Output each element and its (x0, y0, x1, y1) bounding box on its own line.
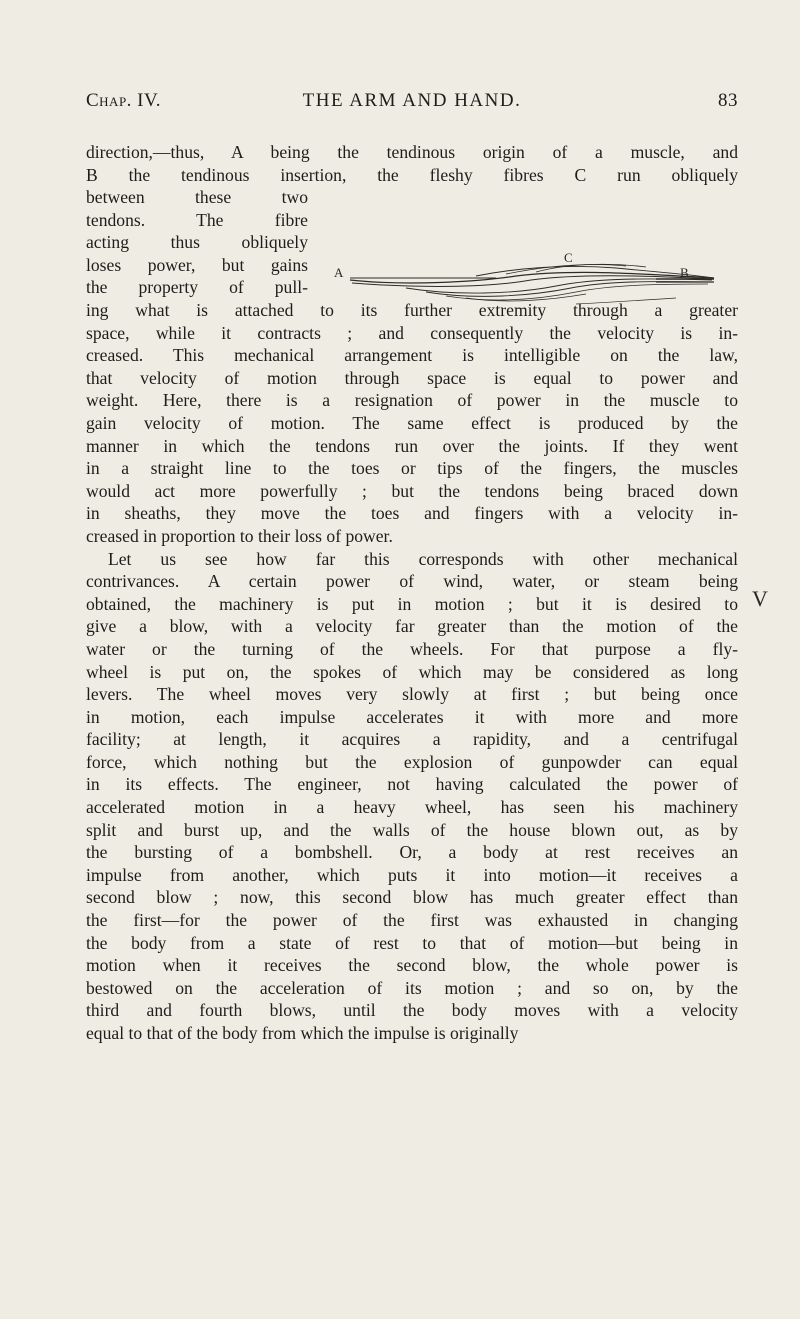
figure-label-a: A (334, 265, 344, 280)
text-line: impulse from another, which puts it into motion—it receives a (86, 864, 738, 885)
text-line: weight. Here, there is a resignation of power in the muscle to (86, 390, 738, 411)
text-line: Let us see how far this corresponds with other mechanical (108, 548, 738, 569)
text-line: in its effects. The engineer, not having calculated the power of (86, 774, 738, 795)
text-line: water or the turning of the wheels. For that purpose a fly- (86, 638, 738, 659)
text-line: in motion, each impulse accelerates it with more and more (86, 706, 738, 727)
text-line: obtained, the machinery is put in motion ; but it is desired to (86, 593, 738, 614)
text-line: the first—for the power of the first was exhausted in changing (86, 910, 738, 931)
text-line: contrivances. A certain power of wind, water, or steam being (86, 571, 738, 592)
text-line: B the tendinous insertion, the fleshy fibres C run obliquely (86, 164, 738, 185)
text-line: force, which nothing but the explosion of gunpowder can equal (86, 751, 738, 772)
figure-label-c: C (564, 250, 573, 265)
paragraph-main (86, 299, 738, 1045)
text-line: that velocity of motion through space is equal to power and (86, 367, 738, 388)
text-line: third and fourth blows, until the body moves with a velocity (86, 1000, 738, 1021)
text-line: in sheaths, they move the toes and fingers with a velocity in- (86, 503, 738, 524)
text-line: would act more powerfully ; but the tendons being braced down (86, 480, 738, 501)
text-line: in a straight line to the toes or tips of the fingers, the muscles (86, 458, 738, 479)
paragraph-opening (86, 141, 738, 186)
figure-label-b: B (680, 265, 689, 280)
text-line: acting thus obliquely (86, 232, 308, 253)
margin-mark: V (752, 586, 768, 611)
text-line: accelerated motion in a heavy wheel, has seen his machinery (86, 797, 738, 818)
text-line: gain velocity of motion. The same effect is produced by the (86, 412, 738, 433)
text-line: levers. The wheel moves very slowly at first ; but being once (86, 684, 738, 705)
text-line: loses power, but gains (86, 254, 308, 275)
running-header (86, 90, 738, 116)
page-title: THE ARM AND HAND. (302, 90, 522, 111)
text-line: tendons. The fibre (86, 209, 308, 230)
text-line: facility; at length, it acquires a rapidity, and a centrifugal (86, 729, 738, 750)
text-line: wheel is put on, the spokes of which may be considered as long (86, 661, 738, 682)
text-line: space, while it contracts ; and consequently the velocity is in- (86, 322, 738, 343)
text-line: second blow ; now, this second blow has much greater effect than (86, 887, 738, 908)
text-line: between these two (86, 187, 308, 207)
text-line: the property of pull- (86, 277, 308, 298)
text-line: bestowed on the acceleration of its motion ; and so on, by the (86, 977, 738, 998)
page-number: 83 (718, 90, 738, 111)
chapter-label: Chap. IV. (86, 90, 162, 111)
text-line: split and burst up, and the walls of the house blown out, as by (86, 819, 738, 840)
text-line: ing what is attached to its further extremity through a greater (86, 300, 738, 320)
text-line: creased. This mechanical arrangement is intelligible on the law, (86, 345, 738, 366)
text-line: equal to that of the body from which the impulse is originally (86, 1023, 519, 1043)
text-line: the body from a state of rest to that of motion—but being in (86, 932, 738, 953)
text-line: give a blow, with a velocity far greater than the motion of the (86, 616, 738, 637)
text-line: direction,—thus, A being the tendinous origin of a muscle, and (86, 142, 738, 162)
text-line: creased in proportion to their loss of power. (86, 525, 393, 546)
text-line: manner in which the tendons run over the joints. If they went (86, 435, 738, 456)
text-line: the bursting of a bombshell. Or, a body at rest receives an (86, 842, 738, 863)
text-line: motion when it receives the second blow, the whole power is (86, 955, 738, 976)
